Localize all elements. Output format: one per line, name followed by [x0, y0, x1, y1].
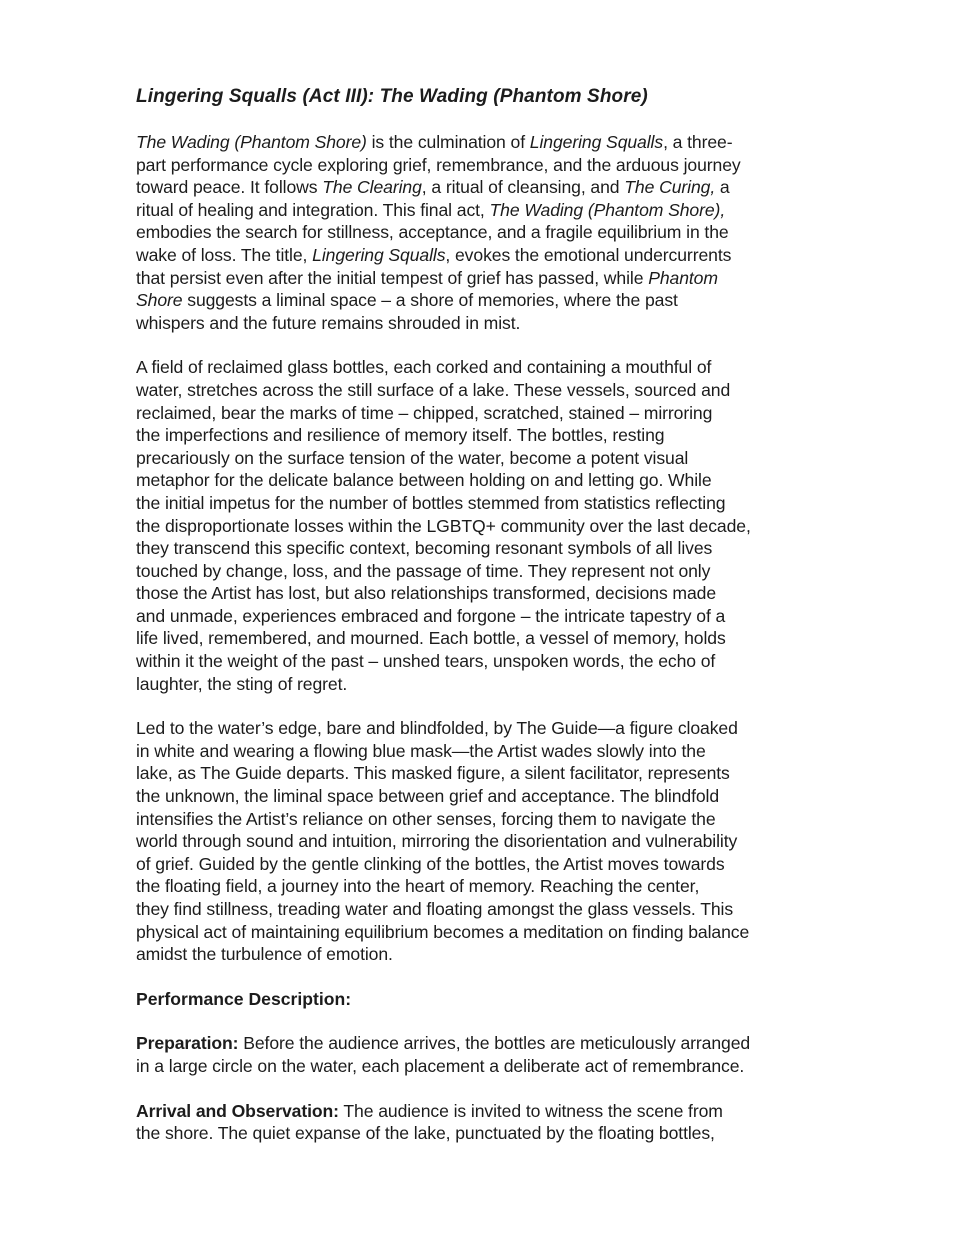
intro-line-8: [136, 289, 836, 312]
document-page: [136, 84, 836, 1167]
paragraph-line: the imperfections and resilience of memory itself. The bottles, resting: [136, 425, 665, 446]
text-run: , evokes the emotional undercurrents: [445, 244, 732, 265]
intro-line-3: [136, 176, 836, 199]
paragraph-line: reclaimed, bear the marks of time – chipped, scratched, stained – mirroring: [136, 402, 713, 423]
paragraph-line: the initial impetus for the number of bottles stemmed from statistics reflecting: [136, 492, 726, 513]
italic-work-title: The Wading (Phantom Shore): [136, 132, 367, 152]
paragraph-line: they transcend this specific context, becoming resonant symbols of all lives: [136, 538, 713, 559]
text-run: toward peace. It follows: [136, 177, 323, 198]
paragraph-line: and unmade, experiences embraced and forgone – the intricate tapestry of a: [136, 605, 726, 626]
paragraph-line: Led to the water’s edge, bare and blindfolded, by The Guide—a figure cloaked: [136, 718, 738, 739]
italic-work-title: The Wading (Phantom Shore),: [489, 199, 726, 220]
bottles-paragraph: [136, 356, 836, 695]
text-run: , a three-: [663, 132, 733, 152]
paragraph-line: touched by change, loss, and the passage of time. They represent not only: [136, 560, 711, 581]
paragraph-line: amidst the turbulence of emotion.: [136, 944, 393, 965]
italic-work-title: The Curing,: [624, 177, 716, 198]
arrival-paragraph: [136, 1100, 836, 1145]
text-run: a: [715, 177, 730, 198]
paragraph-line: in white and wearing a flowing blue mask—the Artist wades slowly into the: [136, 740, 706, 761]
italic-work-title: Lingering Squalls: [312, 244, 446, 265]
intro-line-4: [136, 199, 836, 222]
paragraph-line: the unknown, the liminal space between grief and acceptance. The blindfold: [136, 786, 720, 807]
paragraph-line: metaphor for the delicate balance between holding on and letting go. While: [136, 470, 712, 491]
paragraph-line: laughter, the sting of regret.: [136, 673, 348, 694]
italic-work-title: The Clearing: [322, 177, 422, 198]
text-run: that persist even after the initial tempest of grief has passed, while: [136, 267, 649, 288]
paragraph-line: the floating field, a journey into the heart of memory. Reaching the center,: [136, 876, 700, 897]
text-run: The audience is invited to witness the scene from: [338, 1100, 723, 1121]
paragraph-line: in a large circle on the water, each placement a deliberate act of remembrance.: [136, 1055, 745, 1076]
paragraph-line: within it the weight of the past – unshed tears, unspoken words, the echo of: [136, 651, 716, 672]
text-run: wake of loss. The title,: [136, 244, 313, 265]
section-heading: Performance Description:: [136, 988, 352, 1009]
paragraph-line: intensifies the Artist’s reliance on other senses, forcing them to navigate the: [136, 808, 716, 829]
paragraph-line: water, stretches across the still surface of a lake. These vessels, sourced and: [136, 379, 731, 400]
intro-paragraph: [136, 131, 836, 334]
paragraph-line: of grief. Guided by the gentle clinking of the bottles, the Artist moves towards: [136, 853, 725, 874]
paragraph-line: they find stillness, treading water and floating amongst the glass vessels. This: [136, 899, 734, 919]
document-title: Lingering Squalls (Act III): The Wading (Phantom Shore): [136, 86, 648, 107]
preparation-paragraph: [136, 1032, 836, 1077]
paragraph-line: those the Artist has lost, but also relationships transformed, decisions made: [136, 583, 717, 604]
paragraph-line: world through sound and intuition, mirroring the disorientation and vulnerability: [136, 831, 738, 852]
intro-line-2: part performance cycle exploring grief, remembrance, and the arduous journey: [136, 154, 741, 175]
arrival-label: Arrival and Observation:: [136, 1100, 339, 1121]
paragraph-line: [136, 1100, 836, 1123]
paragraph-line: [136, 1032, 836, 1055]
text-run: suggests a liminal space – a shore of memories, where the past: [182, 290, 678, 311]
intro-line-1: [136, 131, 836, 154]
paragraph-line: A field of reclaimed glass bottles, each corked and containing a mouthful of: [136, 357, 712, 378]
intro-line-7: [136, 267, 836, 290]
paragraph-line: lake, as The Guide departs. This masked figure, a silent facilitator, represents: [136, 763, 730, 784]
intro-line-6: [136, 244, 836, 267]
intro-line-9: whispers and the future remains shrouded in mist.: [136, 312, 521, 333]
text-run: ritual of healing and integration. This final act,: [136, 199, 490, 220]
italic-work-title: Phantom: [648, 267, 718, 288]
paragraph-line: the shore. The quiet expanse of the lake, punctuated by the floating bottles,: [136, 1123, 715, 1144]
paragraph-line: the disproportionate losses within the LGBTQ+ community over the last decade,: [136, 515, 751, 536]
paragraph-line: physical act of maintaining equilibrium becomes a meditation on finding balance: [136, 921, 750, 942]
text-run: is the culmination of: [366, 132, 530, 152]
guide-paragraph: [136, 717, 836, 966]
text-run: , a ritual of cleansing, and: [421, 177, 625, 198]
preparation-label: Preparation:: [136, 1033, 239, 1054]
text-run: Before the audience arrives, the bottles are meticulously arranged: [238, 1033, 751, 1054]
italic-work-title: Shore: [136, 290, 183, 311]
paragraph-line: life lived, remembered, and mourned. Each bottle, a vessel of memory, holds: [136, 628, 726, 649]
intro-line-5: embodies the search for stillness, acceptance, and a fragile equilibrium in the: [136, 222, 729, 243]
paragraph-line: precariously on the surface tension of the water, become a potent visual: [136, 447, 689, 468]
italic-work-title: Lingering Squalls: [529, 132, 664, 152]
